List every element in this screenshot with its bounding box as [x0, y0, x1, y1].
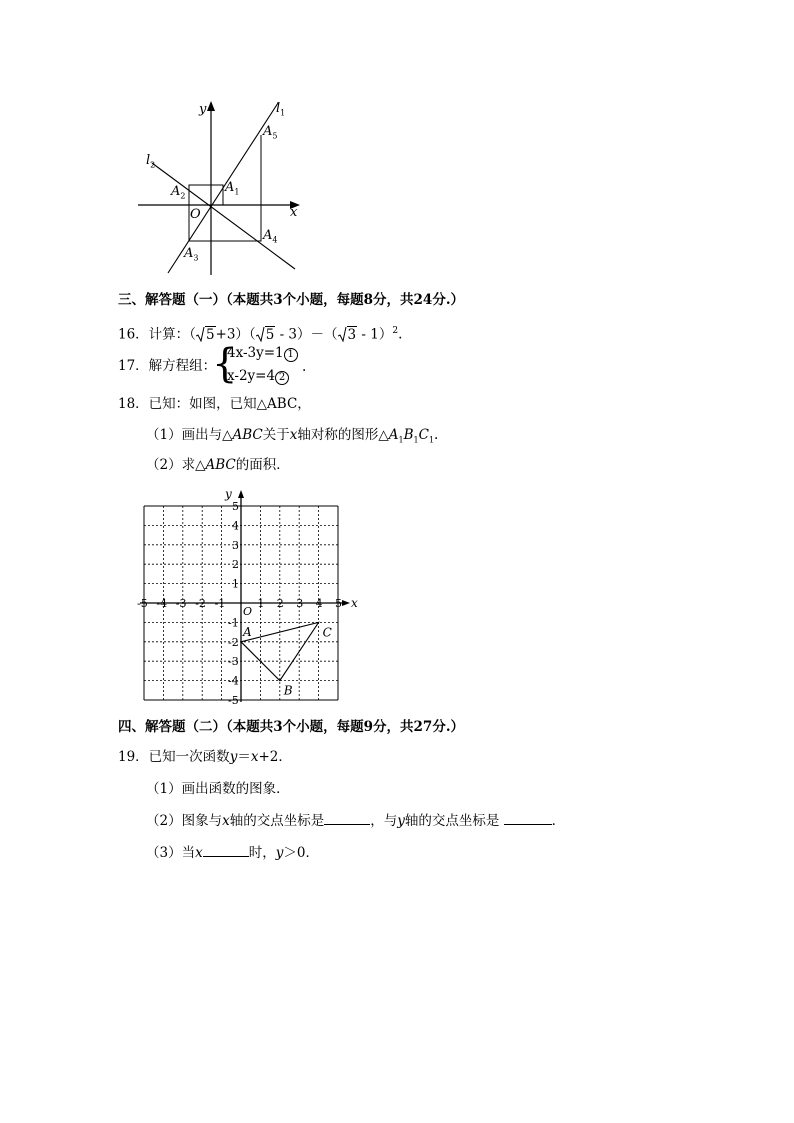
grid-y-tick-label: 2: [232, 558, 239, 572]
fig1-axis-x-label: x: [290, 205, 298, 220]
grid-x-tick-label: 5: [335, 597, 342, 610]
grid-x-tick-label: 4: [315, 597, 323, 610]
grid-axis-y-label: y: [225, 487, 232, 501]
grid-origin-label: O: [243, 605, 253, 618]
question-17-prefix: 17．解方程组：: [118, 358, 217, 374]
grid-y-tick-label: 3: [232, 538, 239, 552]
answer-blank-y-intercept[interactable]: [504, 811, 552, 825]
grid-y-tick-label: -3: [228, 655, 239, 669]
system-brace: {: [212, 341, 238, 387]
grid-x-tick-label: -3: [175, 597, 187, 610]
sqrt-5-b: 5: [256, 326, 276, 344]
question-17-end: .: [302, 359, 307, 375]
section-3-heading: 三、解答题（一）（本题共3个小题，每题8分，共24分.）: [118, 292, 465, 308]
fig1-axis-y-label: y: [199, 102, 207, 117]
fig1-point-a1: $A_1$: [225, 180, 240, 197]
vertex-label-a: A: [243, 624, 252, 639]
question-18-part2: （2）求△ABC的面积．: [146, 457, 290, 473]
question-16: 16．计算：（ 5+3）（ 5 - 3）－（ 3 - 1）$^2$.: [118, 326, 403, 343]
question-19-part2: （2）图象与x轴的交点坐标是 ，与y轴的交点坐标是 ．: [146, 813, 566, 829]
equation-1: 4x-3y=1 1: [227, 345, 298, 362]
fig1-line2-label: $l_2$: [146, 153, 156, 170]
coordinate-grid: [130, 482, 360, 704]
fig1-point-a2: $A_2$: [171, 184, 186, 201]
question-19-part1: （1）画出函数的图象．: [146, 781, 290, 797]
question-18-stem: 18．已知：如图，已知△ABC，: [118, 396, 311, 412]
fig1-line1-label: $l_1$: [276, 101, 286, 118]
grid-y-tick-label: -1: [228, 616, 239, 630]
coordinate-figure-lines: [130, 95, 310, 280]
fig1-origin-label: O: [190, 207, 201, 222]
fig1-point-a5: $A_5$: [263, 124, 278, 141]
grid-x-tick-label: -5: [137, 597, 148, 610]
answer-blank-x-intercept[interactable]: [324, 811, 370, 825]
grid-x-tick-label: 1: [257, 597, 265, 610]
grid-y-arrow: [238, 490, 244, 498]
grid-y-tick-label: 4: [232, 519, 239, 533]
sqrt-5-a: 5: [196, 326, 216, 344]
section-4-heading: 四、解答题（二）（本题共3个小题，每题9分，共27分.）: [118, 719, 465, 735]
answer-blank-x-condition[interactable]: [203, 843, 249, 857]
grid-y-tick-label: 5: [232, 500, 239, 513]
fig1-point-a3: $A_3$: [184, 246, 199, 263]
question-19-part3: （3）当x 时，y＞0．: [146, 845, 319, 861]
sqrt-3: 3: [338, 326, 358, 344]
grid-y-tick-label: -4: [228, 674, 239, 688]
grid-x-tick-label: 2: [276, 597, 284, 610]
grid-x-tick-label: 3: [296, 597, 304, 610]
grid-x-tick-label: -2: [195, 597, 206, 610]
vertex-label-b: B: [283, 683, 293, 698]
grid-x-tick-label: -1: [214, 597, 226, 610]
grid-y-tick-label: -2: [228, 635, 239, 649]
equation-2: x-2y=4 2: [227, 368, 289, 385]
question-19-stem: 19．已知一次函数y＝x+2．: [118, 749, 292, 765]
question-18-part1: （1）画出与△ABC关于x轴对称的图形$\triangle A_1B_1C_1$.: [146, 427, 439, 445]
grid-x-tick-label: -4: [156, 597, 168, 610]
grid-y-tick-label: 1: [232, 577, 239, 591]
grid-x-arrow: [342, 600, 350, 606]
vertex-label-c: C: [322, 625, 332, 640]
grid-y-tick-label: -5: [228, 694, 239, 704]
fig1-point-a4: $A_4$: [263, 228, 278, 245]
grid-axis-x-label: x: [351, 596, 358, 610]
